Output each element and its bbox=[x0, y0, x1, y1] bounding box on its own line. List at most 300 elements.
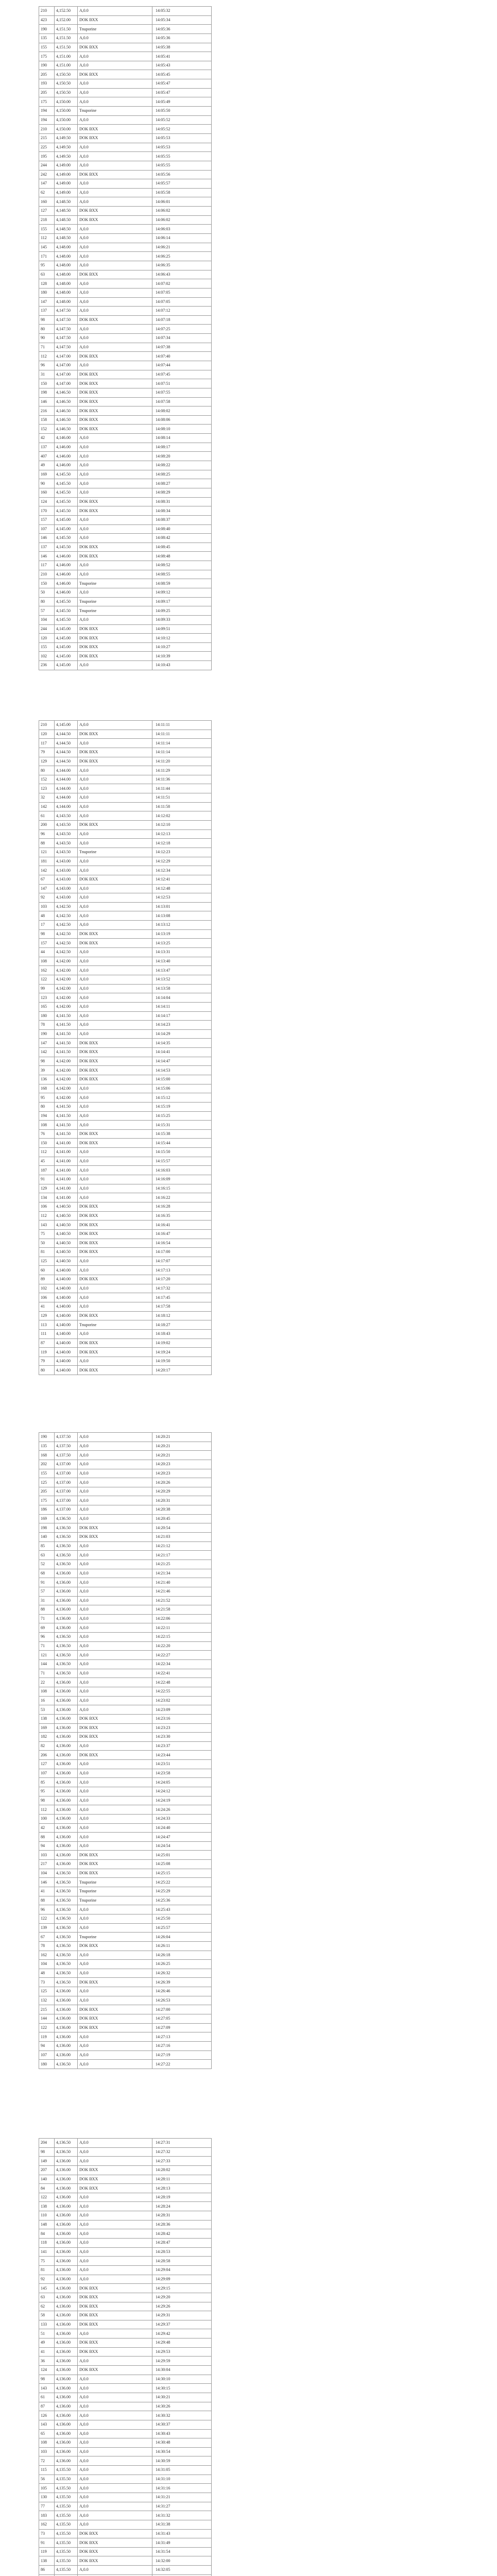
cell-id: 112 bbox=[39, 1805, 55, 1815]
cell-price: 4,141.50 bbox=[55, 1111, 78, 1121]
cell-price: 4,148.00 bbox=[55, 261, 78, 270]
cell-time: 14:29:15 bbox=[152, 2284, 212, 2293]
cell-time: 14:25:50 bbox=[152, 1914, 212, 1923]
table-row bbox=[39, 1714, 212, 1723]
cell-time: 14:20:23 bbox=[152, 1460, 212, 1469]
cell-price: 4,148.00 bbox=[55, 279, 78, 289]
table-row bbox=[39, 2466, 212, 2475]
table-row bbox=[39, 1239, 212, 1248]
cell-id: 119 bbox=[39, 2032, 55, 2042]
cell-id: 137 bbox=[39, 543, 55, 552]
cell-time: 14:06:43 bbox=[152, 270, 212, 279]
cell-price: 4,136.50 bbox=[55, 1551, 78, 1560]
cell-type: Tnuporine bbox=[78, 848, 152, 857]
table-row bbox=[39, 1357, 212, 1366]
cell-id: 146 bbox=[39, 1878, 55, 1887]
cell-type: DOK BXX bbox=[78, 1751, 152, 1760]
cell-type: A,0.0 bbox=[78, 1814, 152, 1823]
cell-price: 4,136.00 bbox=[55, 1578, 78, 1587]
cell-type: A,0.0 bbox=[78, 2032, 152, 2042]
cell-type: DOK BXX bbox=[78, 1533, 152, 1542]
cell-time: 14:17:32 bbox=[152, 1284, 212, 1293]
cell-type: A,0.0 bbox=[78, 1541, 152, 1551]
cell-type: DOK BXX bbox=[78, 315, 152, 325]
cell-time: 14:28:31 bbox=[152, 2211, 212, 2221]
table-row bbox=[39, 1669, 212, 1678]
table-row bbox=[39, 1157, 212, 1166]
cell-id: 132 bbox=[39, 1996, 55, 2005]
table-block-4 bbox=[39, 2138, 211, 2576]
table-row bbox=[39, 1914, 212, 1923]
table-row bbox=[39, 1751, 212, 1760]
table-row bbox=[39, 2302, 212, 2311]
cell-id: 32 bbox=[39, 793, 55, 803]
cell-type: A,0.0 bbox=[78, 884, 152, 893]
cell-price: 4,145.00 bbox=[55, 721, 78, 730]
cell-type: Tnuporine bbox=[78, 597, 152, 606]
cell-price: 4,136.00 bbox=[55, 2329, 78, 2338]
cell-time: 14:08:42 bbox=[152, 534, 212, 543]
cell-price: 4,146.00 bbox=[55, 443, 78, 452]
cell-price: 4,151.50 bbox=[55, 43, 78, 52]
cell-id: 51 bbox=[39, 2329, 55, 2338]
cell-price: 4,152.50 bbox=[55, 7, 78, 16]
cell-price: 4,136.00 bbox=[55, 2175, 78, 2184]
cell-id: 58 bbox=[39, 2311, 55, 2320]
cell-time: 14:20:21 bbox=[152, 1442, 212, 1451]
table-row bbox=[39, 2023, 212, 2032]
cell-type: A,0.0 bbox=[78, 88, 152, 97]
cell-id: 138 bbox=[39, 2202, 55, 2211]
cell-type: A,0.0 bbox=[78, 766, 152, 775]
cell-time: 14:17:45 bbox=[152, 1293, 212, 1302]
cell-price: 4,136.00 bbox=[55, 1623, 78, 1633]
cell-price: 4,136.00 bbox=[55, 2211, 78, 2221]
cell-type: DOK BXX bbox=[78, 2284, 152, 2293]
cell-time: 14:24:12 bbox=[152, 1787, 212, 1796]
cell-price: 4,135.50 bbox=[55, 2520, 78, 2529]
cell-price: 4,149.50 bbox=[55, 133, 78, 143]
table-row bbox=[39, 1084, 212, 1093]
cell-price: 4,136.00 bbox=[55, 2005, 78, 2014]
cell-time: 14:07:05 bbox=[152, 288, 212, 297]
table-row bbox=[39, 1805, 212, 1815]
table-row bbox=[39, 2393, 212, 2402]
cell-id: 155 bbox=[39, 43, 55, 52]
cell-type: A,0.0 bbox=[78, 1184, 152, 1193]
cell-type: A,0.0 bbox=[78, 811, 152, 821]
cell-id: 143 bbox=[39, 2420, 55, 2429]
table-row bbox=[39, 966, 212, 975]
table-row bbox=[39, 1533, 212, 1542]
cell-price: 4,136.00 bbox=[55, 2257, 78, 2266]
cell-type: A,0.0 bbox=[78, 1011, 152, 1021]
cell-time: 14:30:10 bbox=[152, 2375, 212, 2384]
cell-time: 14:12:41 bbox=[152, 875, 212, 884]
table-row bbox=[39, 1293, 212, 1302]
table-row bbox=[39, 1311, 212, 1320]
cell-type: DOK BXX bbox=[78, 1075, 152, 1084]
table-row bbox=[39, 2284, 212, 2293]
cell-id: 169 bbox=[39, 1723, 55, 1733]
cell-time: 14:20:17 bbox=[152, 1366, 212, 1375]
cell-type: A,0.0 bbox=[78, 2493, 152, 2502]
cell-time: 14:09:51 bbox=[152, 624, 212, 634]
cell-time: 14:22:41 bbox=[152, 1669, 212, 1678]
cell-type: DOK BXX bbox=[78, 1941, 152, 1951]
cell-time: 14:11:11 bbox=[152, 721, 212, 730]
trade-table-1 bbox=[39, 6, 212, 670]
cell-type: A,0.0 bbox=[78, 1433, 152, 1442]
cell-id: 138 bbox=[39, 2556, 55, 2566]
cell-time: 14:25:08 bbox=[152, 1860, 212, 1869]
cell-type: A,0.0 bbox=[78, 1951, 152, 1960]
cell-time: 14:15:25 bbox=[152, 1111, 212, 1121]
table-row bbox=[39, 143, 212, 152]
cell-type: DOK BXX bbox=[78, 370, 152, 379]
cell-time: 14:25:22 bbox=[152, 1878, 212, 1887]
table-row bbox=[39, 597, 212, 606]
cell-time: 14:07:05 bbox=[152, 297, 212, 307]
cell-time: 14:23:02 bbox=[152, 1696, 212, 1705]
cell-type: Tnuporine bbox=[78, 606, 152, 616]
cell-type: A,0.0 bbox=[78, 1605, 152, 1615]
table-row bbox=[39, 652, 212, 661]
cell-time: 14:09:33 bbox=[152, 615, 212, 624]
cell-id: 127 bbox=[39, 1760, 55, 1769]
cell-id: 53 bbox=[39, 1705, 55, 1715]
cell-price: 4,146.00 bbox=[55, 552, 78, 561]
cell-time: 14:05:38 bbox=[152, 43, 212, 52]
cell-time: 14:05:52 bbox=[152, 125, 212, 134]
cell-time: 14:16:22 bbox=[152, 1193, 212, 1202]
cell-id: 207 bbox=[39, 2165, 55, 2175]
cell-price: 4,148.00 bbox=[55, 288, 78, 297]
table-row bbox=[39, 43, 212, 52]
table-row bbox=[39, 225, 212, 234]
cell-id: 180 bbox=[39, 1011, 55, 1021]
cell-price: 4,136.00 bbox=[55, 1760, 78, 1769]
cell-type: DOK BXX bbox=[78, 133, 152, 143]
cell-time: 14:15:06 bbox=[152, 1084, 212, 1093]
cell-time: 14:05:34 bbox=[152, 15, 212, 25]
cell-id: 44 bbox=[39, 948, 55, 957]
table-row bbox=[39, 1833, 212, 1842]
table-row bbox=[39, 1111, 212, 1121]
cell-type: DOK BXX bbox=[78, 15, 152, 25]
table-row bbox=[39, 948, 212, 957]
cell-id: 123 bbox=[39, 993, 55, 1003]
table-row bbox=[39, 1860, 212, 1869]
cell-id: 73 bbox=[39, 2529, 55, 2538]
table-row bbox=[39, 1696, 212, 1705]
cell-price: 4,136.00 bbox=[55, 1860, 78, 1869]
cell-type: A,0.0 bbox=[78, 975, 152, 984]
cell-type: A,0.0 bbox=[78, 1302, 152, 1312]
cell-time: 14:14:41 bbox=[152, 1048, 212, 1057]
table-row bbox=[39, 1560, 212, 1569]
cell-id: 122 bbox=[39, 2023, 55, 2032]
table-row bbox=[39, 1960, 212, 1969]
cell-id: 104 bbox=[39, 615, 55, 624]
table-row bbox=[39, 2329, 212, 2338]
table-row bbox=[39, 634, 212, 643]
cell-price: 4,142.00 bbox=[55, 1002, 78, 1011]
table-row bbox=[39, 721, 212, 730]
cell-price: 4,150.50 bbox=[55, 70, 78, 79]
cell-time: 14:22:15 bbox=[152, 1633, 212, 1642]
cell-time: 14:08:52 bbox=[152, 561, 212, 570]
cell-price: 4,136.00 bbox=[55, 2456, 78, 2466]
cell-type: A,0.0 bbox=[78, 2456, 152, 2466]
cell-time: 14:08:20 bbox=[152, 452, 212, 461]
cell-type: Tnuporine bbox=[78, 107, 152, 116]
table-row bbox=[39, 579, 212, 588]
cell-time: 14:24:47 bbox=[152, 1833, 212, 1842]
cell-id: 71 bbox=[39, 343, 55, 352]
cell-time: 14:05:36 bbox=[152, 25, 212, 34]
cell-id: 244 bbox=[39, 161, 55, 170]
cell-price: 4,137.50 bbox=[55, 1433, 78, 1442]
cell-time: 14:31:21 bbox=[152, 2493, 212, 2502]
table-row bbox=[39, 288, 212, 297]
cell-type: A,0.0 bbox=[78, 1769, 152, 1778]
cell-type: DOK BXX bbox=[78, 1211, 152, 1221]
table-row bbox=[39, 552, 212, 561]
cell-time: 14:16:54 bbox=[152, 1239, 212, 1248]
cell-price: 4,146.00 bbox=[55, 452, 78, 461]
cell-type: DOK BXX bbox=[78, 652, 152, 661]
cell-type: A,0.0 bbox=[78, 161, 152, 170]
cell-type: DOK BXX bbox=[78, 270, 152, 279]
cell-type: A,0.0 bbox=[78, 2447, 152, 2456]
table-row bbox=[39, 25, 212, 34]
cell-time: 14:08:48 bbox=[152, 552, 212, 561]
cell-time: 14:14:23 bbox=[152, 1021, 212, 1030]
cell-price: 4,136.00 bbox=[55, 1733, 78, 1742]
cell-time: 14:10:39 bbox=[152, 652, 212, 661]
cell-time: 14:12:02 bbox=[152, 811, 212, 821]
table-row bbox=[39, 921, 212, 930]
cell-id: 149 bbox=[39, 2157, 55, 2166]
cell-price: 4,150.50 bbox=[55, 79, 78, 89]
cell-time: 14:05:50 bbox=[152, 107, 212, 116]
cell-time: 14:31:49 bbox=[152, 2538, 212, 2548]
cell-id: 112 bbox=[39, 352, 55, 361]
cell-price: 4,145.50 bbox=[55, 597, 78, 606]
cell-price: 4,149.00 bbox=[55, 170, 78, 179]
cell-time: 14:06:02 bbox=[152, 215, 212, 225]
table-row bbox=[39, 61, 212, 70]
table-row bbox=[39, 1129, 212, 1139]
table-row bbox=[39, 1841, 212, 1851]
cell-id: 80 bbox=[39, 1366, 55, 1375]
trade-table-2 bbox=[39, 720, 212, 1375]
cell-type: A,0.0 bbox=[78, 1560, 152, 1569]
table-row bbox=[39, 1878, 212, 1887]
cell-id: 52 bbox=[39, 1560, 55, 1569]
table-row bbox=[39, 234, 212, 243]
table-row bbox=[39, 534, 212, 543]
table-row bbox=[39, 33, 212, 43]
cell-price: 4,143.00 bbox=[55, 866, 78, 875]
cell-id: 129 bbox=[39, 757, 55, 766]
table-row bbox=[39, 1460, 212, 1469]
cell-id: 76 bbox=[39, 1129, 55, 1139]
table-row bbox=[39, 784, 212, 793]
table-row bbox=[39, 334, 212, 343]
cell-id: 175 bbox=[39, 52, 55, 61]
cell-type: A,0.0 bbox=[78, 2466, 152, 2475]
cell-price: 4,152.00 bbox=[55, 15, 78, 25]
cell-time: 14:31:32 bbox=[152, 2511, 212, 2520]
table-row bbox=[39, 1102, 212, 1111]
table-row bbox=[39, 1442, 212, 1451]
cell-id: 141 bbox=[39, 2247, 55, 2257]
cell-price: 4,136.00 bbox=[55, 2023, 78, 2032]
cell-price: 4,136.00 bbox=[55, 2357, 78, 2366]
cell-id: 84 bbox=[39, 2229, 55, 2239]
cell-id: 146 bbox=[39, 397, 55, 406]
cell-type: A,0.0 bbox=[78, 1148, 152, 1157]
cell-type: A,0.0 bbox=[78, 61, 152, 70]
cell-price: 4,142.00 bbox=[55, 1075, 78, 1084]
cell-id: 48 bbox=[39, 911, 55, 921]
cell-price: 4,146.00 bbox=[55, 588, 78, 598]
cell-time: 14:05:45 bbox=[152, 70, 212, 79]
cell-price: 4,150.00 bbox=[55, 115, 78, 125]
cell-type: A,0.0 bbox=[78, 325, 152, 334]
cell-time: 14:21:34 bbox=[152, 1569, 212, 1578]
cell-id: 160 bbox=[39, 197, 55, 207]
cell-id: 49 bbox=[39, 461, 55, 470]
cell-time: 14:05:41 bbox=[152, 52, 212, 61]
cell-time: 14:24:26 bbox=[152, 1805, 212, 1815]
cell-price: 4,141.50 bbox=[55, 1029, 78, 1039]
cell-id: 124 bbox=[39, 497, 55, 506]
table-row bbox=[39, 1896, 212, 1905]
cell-price: 4,145.00 bbox=[55, 642, 78, 652]
cell-type: A,0.0 bbox=[78, 1193, 152, 1202]
cell-id: 89 bbox=[39, 1275, 55, 1284]
cell-type: A,0.0 bbox=[78, 1266, 152, 1275]
cell-id: 165 bbox=[39, 1002, 55, 1011]
cell-id: 107 bbox=[39, 2050, 55, 2060]
cell-time: 14:12:34 bbox=[152, 866, 212, 875]
cell-id: 423 bbox=[39, 15, 55, 25]
table-row bbox=[39, 161, 212, 170]
cell-type: A,0.0 bbox=[78, 1257, 152, 1266]
cell-time: 14:29:20 bbox=[152, 2293, 212, 2302]
cell-type: A,0.0 bbox=[78, 1157, 152, 1166]
table-row bbox=[39, 1787, 212, 1796]
table-row bbox=[39, 388, 212, 397]
cell-time: 14:07:18 bbox=[152, 315, 212, 325]
cell-id: 123 bbox=[39, 784, 55, 793]
cell-id: 144 bbox=[39, 1660, 55, 1669]
cell-id: 98 bbox=[39, 1057, 55, 1066]
cell-type: A,0.0 bbox=[78, 1905, 152, 1914]
cell-time: 14:26:39 bbox=[152, 1978, 212, 1987]
cell-id: 244 bbox=[39, 624, 55, 634]
cell-price: 4,146.50 bbox=[55, 406, 78, 416]
table-row bbox=[39, 1193, 212, 1202]
table-row bbox=[39, 2411, 212, 2420]
cell-price: 4,148.00 bbox=[55, 252, 78, 261]
table-row bbox=[39, 2547, 212, 2556]
table-row bbox=[39, 215, 212, 225]
table-row bbox=[39, 497, 212, 506]
cell-type: A,0.0 bbox=[78, 2193, 152, 2202]
cell-price: 4,136.00 bbox=[55, 1714, 78, 1723]
cell-price: 4,136.00 bbox=[55, 2157, 78, 2166]
cell-type: A,0.0 bbox=[78, 2041, 152, 2050]
cell-time: 14:13:52 bbox=[152, 975, 212, 984]
cell-id: 94 bbox=[39, 2041, 55, 2050]
cell-type: A,0.0 bbox=[78, 793, 152, 803]
cell-time: 14:17:20 bbox=[152, 1275, 212, 1284]
cell-time: 14:23:58 bbox=[152, 1769, 212, 1778]
cell-type: DOK BXX bbox=[78, 2538, 152, 2548]
table-row bbox=[39, 893, 212, 903]
cell-price: 4,135.50 bbox=[55, 2538, 78, 2548]
cell-time: 14:30:15 bbox=[152, 2384, 212, 2393]
cell-id: 180 bbox=[39, 288, 55, 297]
table-row bbox=[39, 179, 212, 189]
cell-time: 14:05:49 bbox=[152, 97, 212, 107]
cell-time: 14:14:47 bbox=[152, 1057, 212, 1066]
table-row bbox=[39, 1275, 212, 1284]
cell-time: 14:22:06 bbox=[152, 1614, 212, 1623]
cell-price: 4,140.50 bbox=[55, 1239, 78, 1248]
cell-type: A,0.0 bbox=[78, 2257, 152, 2266]
cell-type: A,0.0 bbox=[78, 1660, 152, 1669]
cell-price: 4,136.50 bbox=[55, 1641, 78, 1651]
cell-type: DOK BXX bbox=[78, 1139, 152, 1148]
cell-id: 210 bbox=[39, 570, 55, 579]
cell-id: 133 bbox=[39, 2320, 55, 2329]
cell-price: 4,136.50 bbox=[55, 1960, 78, 1969]
cell-price: 4,145.50 bbox=[55, 506, 78, 516]
cell-id: 95 bbox=[39, 1787, 55, 1796]
cell-price: 4,136.00 bbox=[55, 1814, 78, 1823]
cell-id: 242 bbox=[39, 170, 55, 179]
table-row bbox=[39, 15, 212, 25]
cell-id: 73 bbox=[39, 1978, 55, 1987]
cell-id: 45 bbox=[39, 1157, 55, 1166]
cell-time: 14:14:35 bbox=[152, 1039, 212, 1048]
cell-id: 57 bbox=[39, 1587, 55, 1596]
cell-id: 108 bbox=[39, 1121, 55, 1130]
cell-type: A,0.0 bbox=[78, 1175, 152, 1184]
cell-time: 14:25:15 bbox=[152, 1869, 212, 1878]
cell-price: 4,140.00 bbox=[55, 1366, 78, 1375]
cell-type: DOK BXX bbox=[78, 425, 152, 434]
cell-type: A,0.0 bbox=[78, 857, 152, 866]
cell-type: DOK BXX bbox=[78, 1851, 152, 1860]
cell-price: 4,145.50 bbox=[55, 534, 78, 543]
cell-type: A,0.0 bbox=[78, 2475, 152, 2484]
table-row bbox=[39, 2165, 212, 2175]
cell-price: 4,141.50 bbox=[55, 1039, 78, 1048]
cell-type: A,0.0 bbox=[78, 570, 152, 579]
table-row bbox=[39, 188, 212, 197]
cell-time: 14:27:32 bbox=[152, 2147, 212, 2157]
cell-type: A,0.0 bbox=[78, 461, 152, 470]
cell-type: A,0.0 bbox=[78, 1996, 152, 2005]
cell-price: 4,136.00 bbox=[55, 1596, 78, 1605]
cell-id: 95 bbox=[39, 1093, 55, 1103]
